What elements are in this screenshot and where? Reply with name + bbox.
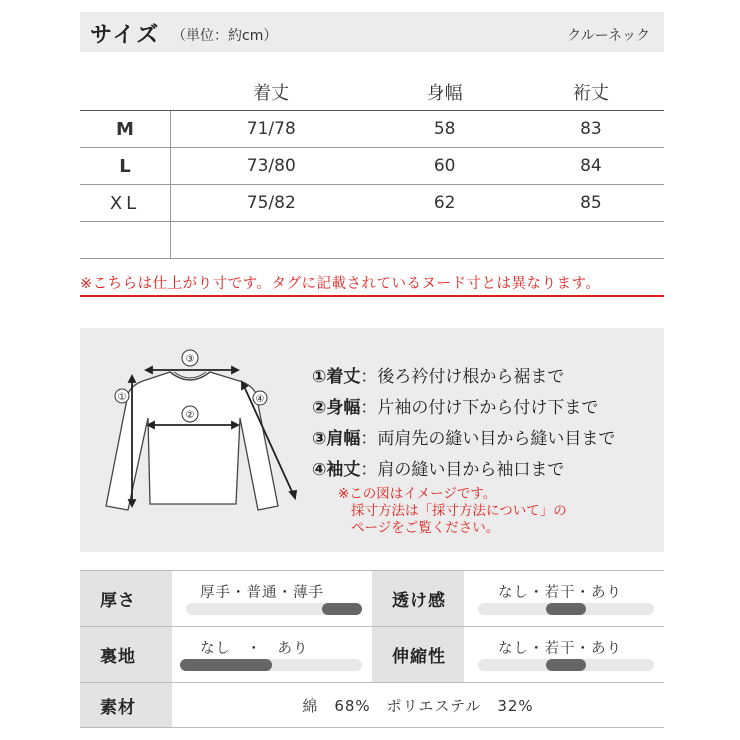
row-label: L bbox=[80, 148, 171, 185]
thickness-options: 厚手・普通・薄手 bbox=[200, 585, 324, 601]
size-table bbox=[80, 74, 664, 259]
attr-value-thickness bbox=[172, 571, 372, 626]
lining-indicator bbox=[180, 659, 272, 671]
shirt-diagram bbox=[80, 328, 320, 552]
arrowhead bbox=[232, 367, 238, 373]
marker-1: ① bbox=[117, 392, 127, 403]
table-row bbox=[80, 111, 664, 148]
unit-label: （単位：約cm） bbox=[172, 28, 278, 44]
table-cell: 73/80 bbox=[171, 148, 372, 185]
attr-label-lining: 裏地 bbox=[80, 627, 172, 682]
table-cell bbox=[372, 222, 518, 259]
row-label: XL bbox=[80, 185, 171, 222]
attr-label-stretch: 伸縮性 bbox=[372, 627, 464, 682]
definition-row bbox=[312, 424, 615, 455]
table-corner bbox=[80, 74, 171, 111]
table-cell: 84 bbox=[518, 148, 664, 185]
attr-label-sheer: 透け感 bbox=[372, 571, 464, 626]
column-header: 身幅 bbox=[372, 74, 518, 111]
column-header: 裄丈 bbox=[518, 74, 664, 111]
marker-3: ③ bbox=[185, 354, 195, 365]
definition-desc: ：片袖の付け下から付け下まで bbox=[360, 398, 599, 418]
definition-desc: ：後ろ衿付け根から裾まで bbox=[360, 367, 565, 387]
table-row bbox=[80, 222, 664, 259]
table-cell: 71/78 bbox=[171, 111, 372, 148]
marker-2: ② bbox=[185, 410, 195, 421]
neck-type-label: クルーネック bbox=[567, 28, 650, 44]
definition-row bbox=[312, 393, 615, 424]
definition-row bbox=[312, 455, 615, 486]
table-row bbox=[80, 185, 664, 222]
measurement-definitions bbox=[312, 362, 615, 486]
caution-line: ページをご覧ください。 bbox=[351, 520, 500, 536]
lining-options: なし ・ あり bbox=[200, 641, 309, 657]
marker-4: ④ bbox=[255, 394, 265, 405]
sheer-options: なし・若干・あり bbox=[498, 585, 622, 601]
stretch-indicator bbox=[546, 659, 586, 671]
table-cell: 58 bbox=[372, 111, 518, 148]
table-cell: 62 bbox=[372, 185, 518, 222]
row-label: M bbox=[80, 111, 171, 148]
table-cell: 85 bbox=[518, 185, 664, 222]
attr-value-stretch bbox=[464, 627, 664, 682]
sheer-indicator bbox=[546, 603, 586, 615]
caution-line: ※この図はイメージです。 bbox=[338, 486, 497, 502]
table-cell bbox=[171, 222, 372, 259]
image-caution bbox=[338, 486, 567, 537]
definition-row bbox=[312, 362, 615, 393]
grid-line bbox=[80, 727, 664, 728]
fabric-attributes bbox=[80, 570, 664, 728]
arrowhead bbox=[129, 500, 135, 506]
table-cell: 75/82 bbox=[171, 185, 372, 222]
size-header bbox=[80, 12, 664, 52]
table-cell bbox=[518, 222, 664, 259]
definition-term: ④袖丈 bbox=[312, 460, 361, 480]
definition-desc: ：肩の縫い目から袖口まで bbox=[360, 460, 565, 480]
table-cell: 83 bbox=[518, 111, 664, 148]
table-cell: 60 bbox=[372, 148, 518, 185]
table-header-row bbox=[80, 74, 664, 111]
material-composition: 綿 68% ポリエステル 32% bbox=[302, 696, 534, 715]
arrowhead bbox=[129, 376, 135, 382]
attr-label-material: 素材 bbox=[80, 683, 172, 727]
thickness-indicator bbox=[322, 603, 362, 615]
arrowhead bbox=[290, 491, 296, 498]
stretch-options: なし・若干・あり bbox=[498, 641, 622, 657]
finished-size-note: ※こちらは仕上がり寸です。タグに記載されているヌード寸とは異なります。 bbox=[80, 272, 664, 297]
section-title: サイズ bbox=[90, 23, 161, 48]
table-row bbox=[80, 148, 664, 185]
definition-term: ①着丈 bbox=[312, 367, 361, 387]
arrowhead bbox=[146, 367, 152, 373]
definition-desc: ：両肩先の縫い目から縫い目まで bbox=[360, 429, 616, 449]
column-header: 着丈 bbox=[171, 74, 372, 111]
definition-term: ②身幅 bbox=[312, 398, 361, 418]
row-label bbox=[80, 222, 171, 259]
caution-line: 採寸方法は「採寸方法について」の bbox=[351, 503, 567, 519]
attr-value-sheer bbox=[464, 571, 664, 626]
attr-label-thickness: 厚さ bbox=[80, 571, 172, 626]
definition-term: ③肩幅 bbox=[312, 429, 361, 449]
attr-value-lining bbox=[172, 627, 372, 682]
